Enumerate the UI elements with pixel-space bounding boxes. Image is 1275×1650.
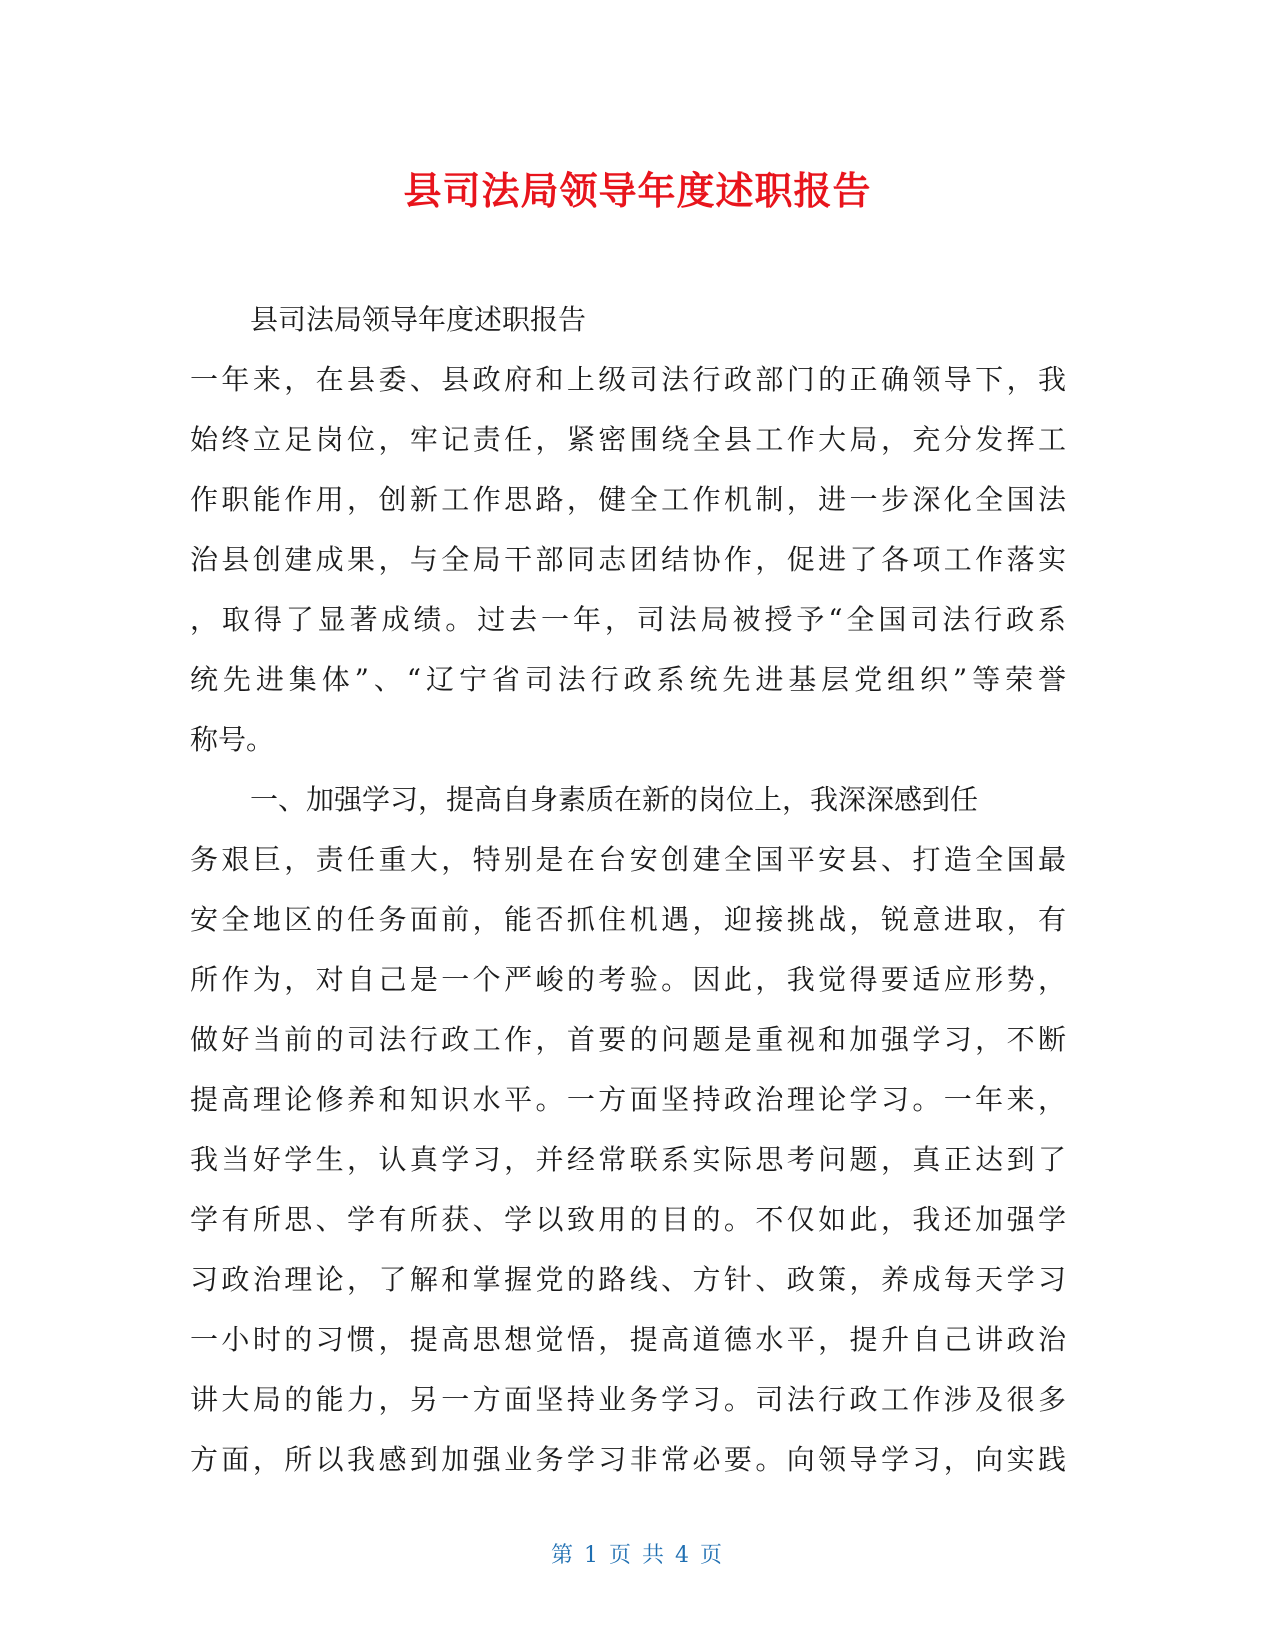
paragraph-1-line-5: 统先进集体”、“辽宁省司法行政系统先进基层党组织”等荣誉 [190, 663, 1066, 696]
paragraph-2-line-3: 所作为，对自己是一个严峻的考验。因此，我觉得要适应形势， [190, 963, 1066, 996]
paragraph-0-line-0: 县司法局领导年度述职报告 [250, 303, 587, 336]
paragraph-2-line-2: 安全地区的任务面前，能否抓住机遇，迎接挑战，锐意进取，有 [190, 903, 1066, 936]
document-body [190, 290, 1066, 1490]
paragraph-2-line-0: 一、加强学习，提高自身素质在新的岗位上，我深深感到任 [250, 783, 979, 816]
paragraph-2-line-6: 我当好学生，认真学习，并经常联系实际思考问题，真正达到了 [190, 1143, 1066, 1176]
paragraph-2-line-1: 务艰巨，责任重大，特别是在台安创建全国平安县、打造全国最 [190, 843, 1066, 876]
paragraph-2-line-4: 做好当前的司法行政工作，首要的问题是重视和加强学习，不断 [190, 1023, 1066, 1056]
paragraph-1-line-4: ，取得了显著成绩。过去一年，司法局被授予“全国司法行政系 [190, 603, 1066, 636]
paragraph-1-line-1: 始终立足岗位，牢记责任，紧密围绕全县工作大局，充分发挥工 [190, 423, 1066, 456]
paragraph-2-line-10: 讲大局的能力，另一方面坚持业务学习。司法行政工作涉及很多 [190, 1383, 1066, 1416]
page-number-footer: 第 1 页 共 4 页 [551, 1543, 724, 1568]
paragraph-1-line-6: 称号。 [190, 723, 275, 756]
paragraph-2-line-9: 一小时的习惯，提高思想觉悟，提高道德水平，提升自己讲政治 [190, 1323, 1066, 1356]
paragraph-1-line-0: 一年来，在县委、县政府和上级司法行政部门的正确领导下，我 [190, 363, 1066, 396]
paragraph-2-line-11: 方面，所以我感到加强业务学习非常必要。向领导学习，向实践 [190, 1443, 1066, 1476]
paragraph-2-line-7: 学有所思、学有所获、学以致用的目的。不仅如此，我还加强学 [190, 1203, 1066, 1236]
paragraph-2-line-5: 提高理论修养和知识水平。一方面坚持政治理论学习。一年来， [190, 1083, 1066, 1116]
paragraph-1-line-3: 治县创建成果，与全局干部同志团结协作，促进了各项工作落实 [190, 543, 1066, 576]
paragraph-2-line-8: 习政治理论，了解和掌握党的路线、方针、政策，养成每天学习 [190, 1263, 1066, 1296]
document-title: 县司法局领导年度述职报告 [403, 169, 872, 213]
paragraph-1-line-2: 作职能作用，创新工作思路，健全工作机制，进一步深化全国法 [190, 483, 1066, 516]
